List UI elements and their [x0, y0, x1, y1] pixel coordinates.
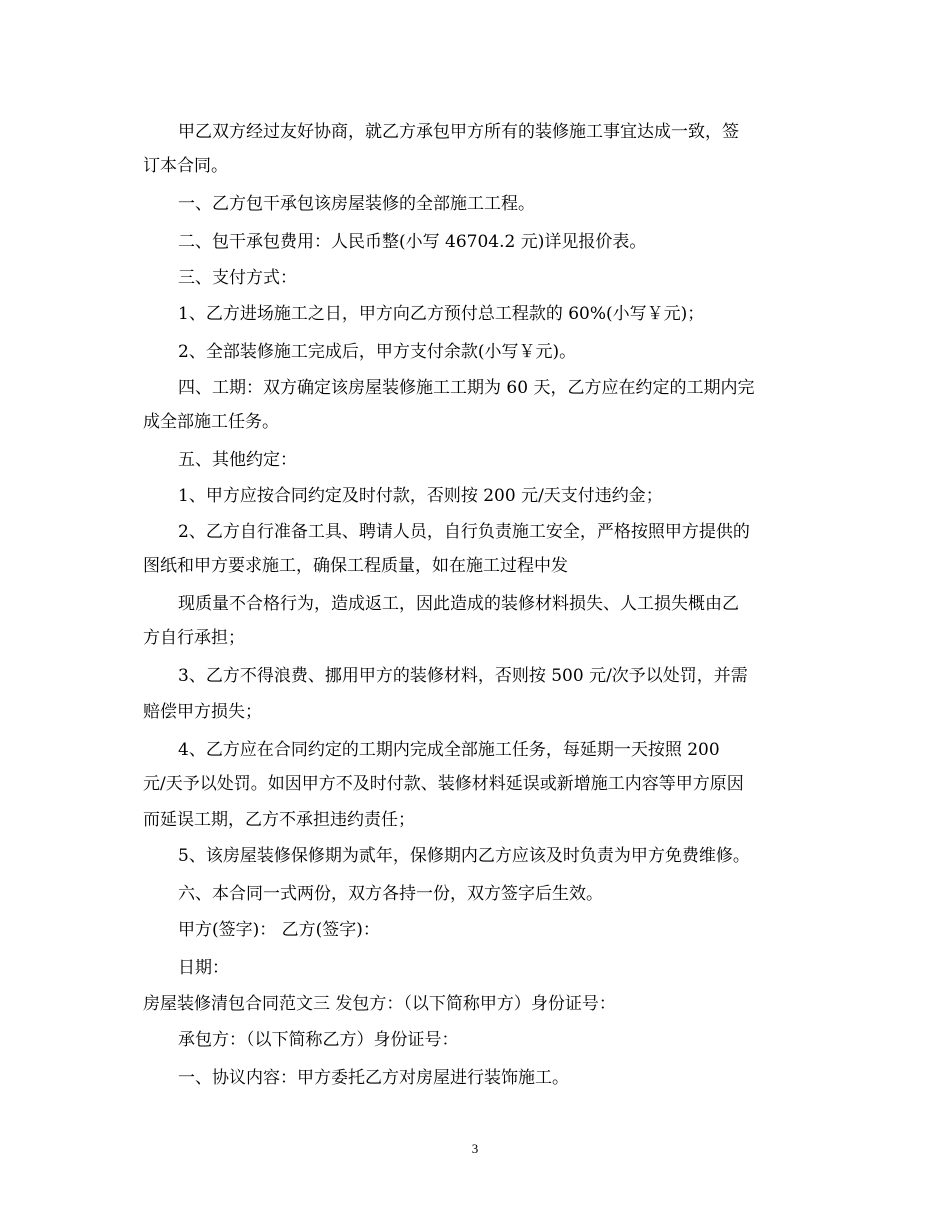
section-heading-line: 房屋装修清包合同范文三 发包方：（以下简称甲方）身份证号：: [143, 994, 616, 1014]
paragraph-line: 1、甲方应按合同约定及时付款，否则按 200 元/天支付违约金；: [178, 486, 663, 506]
paragraph-line: 现质量不合格行为，造成返工，因此造成的装修材料损失、人工损失概由乙: [178, 594, 739, 614]
paragraph-line: 2、乙方自行准备工具、聘请人员，自行负责施工安全，严格按照甲方提供的: [178, 522, 750, 542]
paragraph-line: 5、该房屋装修保修期为贰年，保修期内乙方应该及时负责为甲方免费维修。: [178, 846, 750, 866]
paragraph-line: 三、支付方式：: [178, 268, 297, 288]
paragraph-line: 甲乙双方经过友好协商，就乙方承包甲方所有的装修施工事宜达成一致，签: [178, 122, 739, 142]
paragraph-line: 赔偿甲方损失；: [143, 702, 262, 722]
paragraph-line: 而延误工期，乙方不承担违约责任；: [143, 810, 415, 830]
paragraph-line: 3、乙方不得浪费、挪用甲方的装修材料，否则按 500 元/次予以处罚，并需: [178, 666, 748, 686]
signature-line: 甲方(签字)： 乙方(签字)：: [178, 920, 380, 940]
date-line: 日期：: [178, 958, 229, 978]
paragraph-line: 一、协议内容：甲方委托乙方对房屋进行装饰施工。: [178, 1068, 569, 1088]
paragraph-line: 2、全部装修施工完成后，甲方支付余款(小写￥元)。: [178, 342, 577, 362]
paragraph-line: 承包方：（以下简称乙方）身份证号：: [178, 1030, 459, 1050]
paragraph-line: 二、包干承包费用：人民币整(小写 46704.2 元)详见报价表。: [178, 232, 647, 252]
paragraph-line: 六、本合同一式两份，双方各持一份，双方签字后生效。: [178, 884, 603, 904]
paragraph-line: 4、乙方应在合同约定的工期内完成全部施工任务，每延期一天按照 200: [178, 740, 720, 760]
paragraph-line: 订本合同。: [143, 156, 228, 176]
page-number: 3: [471, 1141, 479, 1156]
paragraph-line: 成全部施工任务。: [143, 412, 279, 432]
paragraph-line: 四、工期：双方确定该房屋装修施工工期为 60 天，乙方应在约定的工期内完: [178, 378, 755, 398]
paragraph-line: 五、其他约定：: [178, 450, 297, 470]
paragraph-line: 图纸和甲方要求施工，确保工程质量，如在施工过程中发: [143, 556, 568, 576]
paragraph-line: 一、乙方包干承包该房屋装修的全部施工工程。: [178, 194, 535, 214]
paragraph-line: 方自行承担；: [143, 628, 245, 648]
paragraph-line: 1、乙方进场施工之日，甲方向乙方预付总工程款的 60%(小写￥元)；: [178, 304, 705, 324]
paragraph-line: 元/天予以处罚。如因甲方不及时付款、装修材料延误或新增施工内容等甲方原因: [143, 774, 744, 794]
